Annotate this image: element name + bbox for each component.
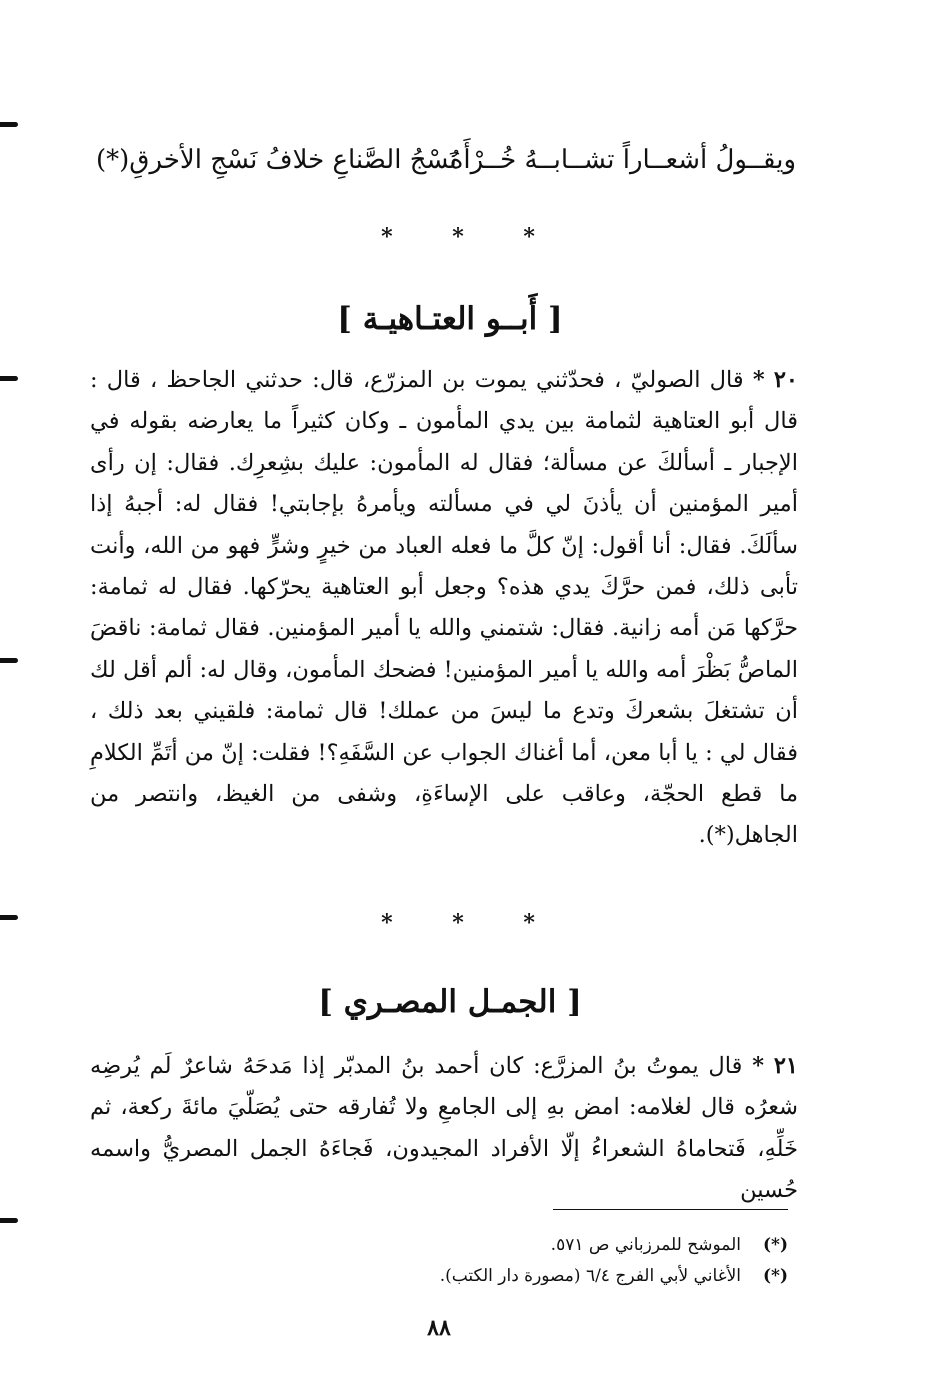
section-separator: * * * [381, 910, 561, 936]
paragraph-text: قال الصوليّ ، فحدّثني يموت بن المزرّع، قال: حدثني الجاحظ ، قال : قال أبو العتاهية لثمامة بين يدي المأمون ـ وكان كثيراً ما يعارضه بقوله في الإجبار ـ أسألكَ عن مسألة؛ فقال له المأمون: عليك بشِعرِك. فقال: إن رأى أمير المؤمنين أن يأذنَ لي في مسألته ويأمرهُ بإجابتي! فقال له: أجبهُ إذا سألَكَ. فقال: أنا أقول: إنّ كلَّ ما فعله العباد من خيرٍ وشرٍّ فهو من الله، وأنت تأبى ذلك، فمن حرَّكَ يدي هذه؟ وجعل أبو العتاهية يحرّكها. فقال له ثمامة: حرَّكها مَن أمه زانية. فقال: شتمني والله يا أمير المؤمنين. فقال ثمامة: ناقضَ الماصُّ بَظْرَ أمه والله يا أمير المؤمنين! فضحك المأمون، وقال له: ألم أقل لك أن تشتغلَ بشعركَ وتدع ما ليسَ من عملك! قال ثمامة: فلقيني بعد ذلك ، فقال لي : يا أبا معن، أما أغناك الجواب عن السَّفَهِ؟! فقلت: إنّ من أتَمِّ الكلامِ ما قطع الحجّة، وعاقب على الإساءَةِ، وشفى من الغيظ، وانتصر من الجاهل(*). [90, 367, 798, 849]
paragraph-21 [90, 1046, 798, 1212]
page-number: ٨٨ [427, 1315, 451, 1341]
verse-first-hemistich: ويقــولُ أشعــاراً تشــابــهُ خُــرْأَهُ [449, 145, 796, 175]
scan-edge-mark [0, 658, 18, 663]
footnote-text: الأغاني لأبي الفرج ٦/٤ (مصورة دار الكتب). [439, 1266, 742, 1286]
paragraph-marker: * [752, 367, 765, 393]
footnote-text: الموشح للمرزباني ص ٥٧١. [550, 1235, 742, 1255]
footnote-marker: (*) [763, 1266, 788, 1286]
scan-edge-mark [0, 376, 18, 381]
section-heading-abu-al-atahiya: [ أَبــو العتـاهيـة ] [337, 301, 563, 337]
footnote-divider [553, 1209, 788, 1210]
footnote-marker: (*) [763, 1235, 788, 1255]
scan-edge-mark [0, 1218, 18, 1223]
paragraph-20 [90, 360, 798, 857]
scan-edge-mark [0, 122, 18, 127]
footnote [200, 1230, 788, 1261]
paragraph-number: ٢٠ [773, 367, 799, 393]
paragraph-number: ٢١ [773, 1053, 798, 1079]
poetry-verse [96, 140, 796, 180]
paragraph-marker: * [752, 1053, 764, 1079]
footnotes [200, 1230, 788, 1292]
section-heading-al-jamal-al-masri: [ الجمـل المصـري ] [318, 984, 582, 1020]
section-separator: * * * [381, 224, 561, 250]
paragraph-text: قال يموتُ بنُ المزرَّع: كان أحمد بنُ المدبّر إذا مَدحَهُ شاعرٌ لَم يُرضِه شعرُه قال لغلامه: امض بهِ إلى الجامعِ ولا تُفارقه حتى يُصَلّيَ مائةَ ركعة، ثم خَلِّهِ، فَتحاماهُ الشعراءُ إلّا الأفراد المجيدون، فَجاءَهُ الجمل المصريُّ واسمه حُسين [90, 1053, 798, 1204]
verse-second-hemistich: نَسْجُ الصَّناعِ خلافُ نَسْجِ الأخرقِ(*) [96, 145, 457, 175]
footnote [200, 1261, 788, 1292]
